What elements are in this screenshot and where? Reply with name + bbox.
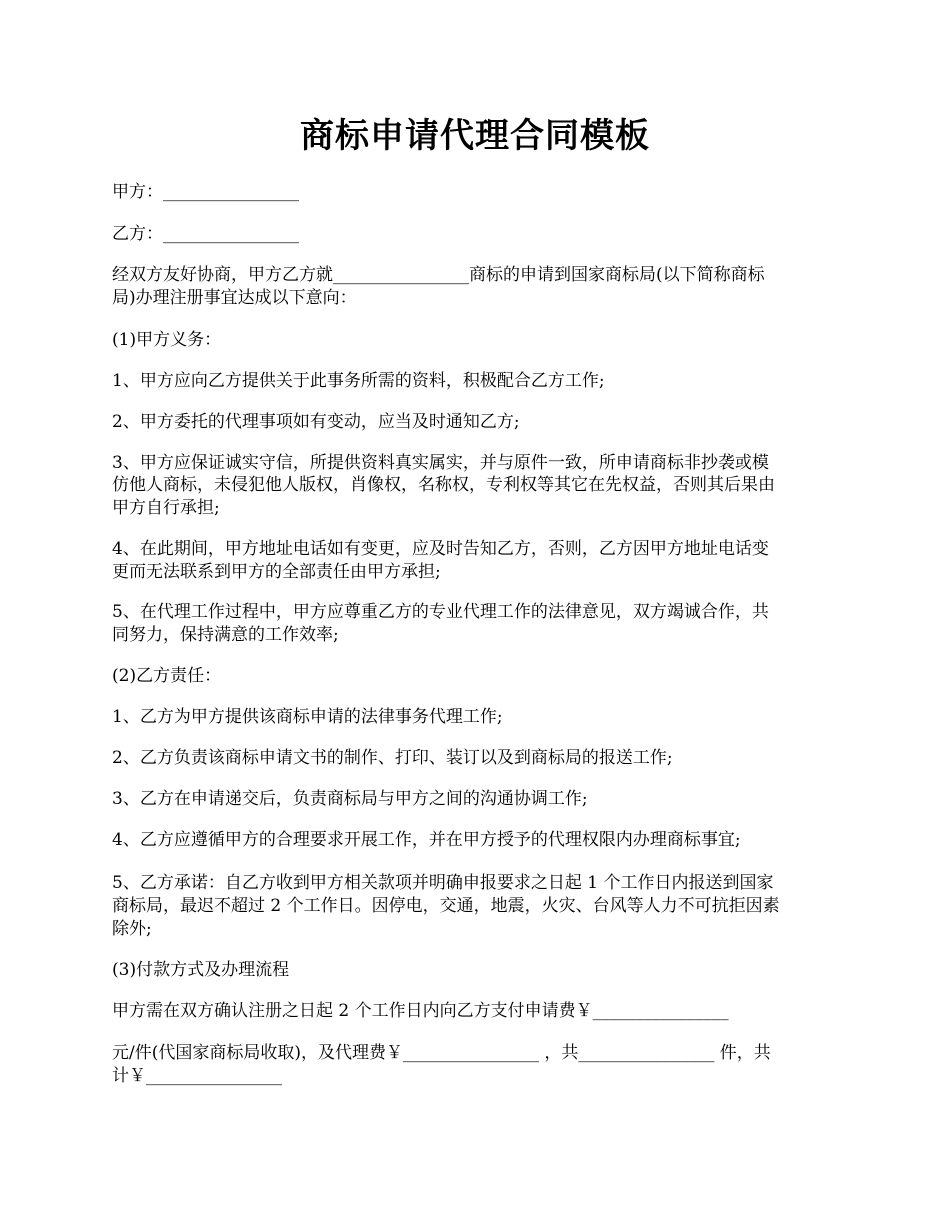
a-clause-4-line-1: 4、在此期间，甲方地址电话如有变更，应及时告知乙方，否则，乙方因甲方地址电话变 [112, 539, 769, 559]
b-clause-3: 3、乙方在申请递交后，负责商标局与甲方之间的沟通协调工作; [112, 789, 588, 809]
payment-line-3: 计￥________________ [112, 1066, 282, 1086]
document-title: 商标申请代理合同模板 [300, 116, 650, 156]
a-clause-2: 2、甲方委托的代理事项如有变动，应当及时通知乙方; [112, 412, 520, 432]
a-clause-5-line-2: 同努力，保持满意的工作效率; [112, 625, 339, 645]
b-clause-4: 4、乙方应遵循甲方的合理要求开展工作，并在甲方授予的代理权限内办理商标事宜; [112, 830, 741, 850]
intro-line-1: 经双方友好协商，甲方乙方就________________商标的申请到国家商标局(以下简称商标 [112, 265, 765, 285]
party-a-line: 甲方：________________ [112, 182, 299, 202]
payment-line-2: 元/件(代国家商标局收取)，及代理费￥________________ ，共________________ 件，共 [112, 1043, 771, 1063]
party-b-line: 乙方：________________ [112, 224, 299, 244]
a-clause-4-line-2: 更而无法联系到甲方的全部责任由甲方承担; [112, 562, 441, 582]
section-3-heading: (3)付款方式及办理流程 [112, 960, 290, 980]
section-2-heading: (2)乙方责任： [112, 666, 222, 686]
a-clause-3-line-2: 仿他人商标，未侵犯他人版权，肖像权，名称权，专利权等其它在先权益，否则其后果由 [112, 475, 775, 495]
a-clause-3-line-3: 甲方自行承担; [112, 498, 220, 518]
a-clause-3-line-1: 3、甲方应保证诚实守信，所提供资料真实属实，并与原件一致，所申请商标非抄袭或模 [112, 453, 769, 473]
a-clause-1: 1、甲方应向乙方提供关于此事务所需的资料，积极配合乙方工作; [112, 371, 605, 391]
b-clause-2: 2、乙方负责该商标申请文书的制作、打印、装订以及到商标局的报送工作; [112, 748, 673, 768]
b-clause-5-line-2: 商标局，最迟不超过 2 个工作日。因停电，交通，地震，火灾、台风等人力不可抗拒因素 [112, 896, 780, 916]
b-clause-5-line-1: 5、乙方承诺：自乙方收到甲方相关款项并明确申报要求之日起 1 个工作日内报送到国家 [112, 873, 774, 893]
payment-line-1: 甲方需在双方确认注册之日起 2 个工作日内向乙方支付申请费￥________________ [112, 1001, 729, 1021]
a-clause-5-line-1: 5、在代理工作过程中，甲方应尊重乙方的专业代理工作的法律意见，双方竭诚合作，共 [112, 602, 769, 622]
intro-line-2: 局)办理注册事宜达成以下意向： [112, 288, 357, 308]
b-clause-5-line-3: 除外; [112, 919, 152, 939]
section-1-heading: (1)甲方义务： [112, 330, 222, 350]
b-clause-1: 1、乙方为甲方提供该商标申请的法律事务代理工作; [112, 707, 503, 727]
